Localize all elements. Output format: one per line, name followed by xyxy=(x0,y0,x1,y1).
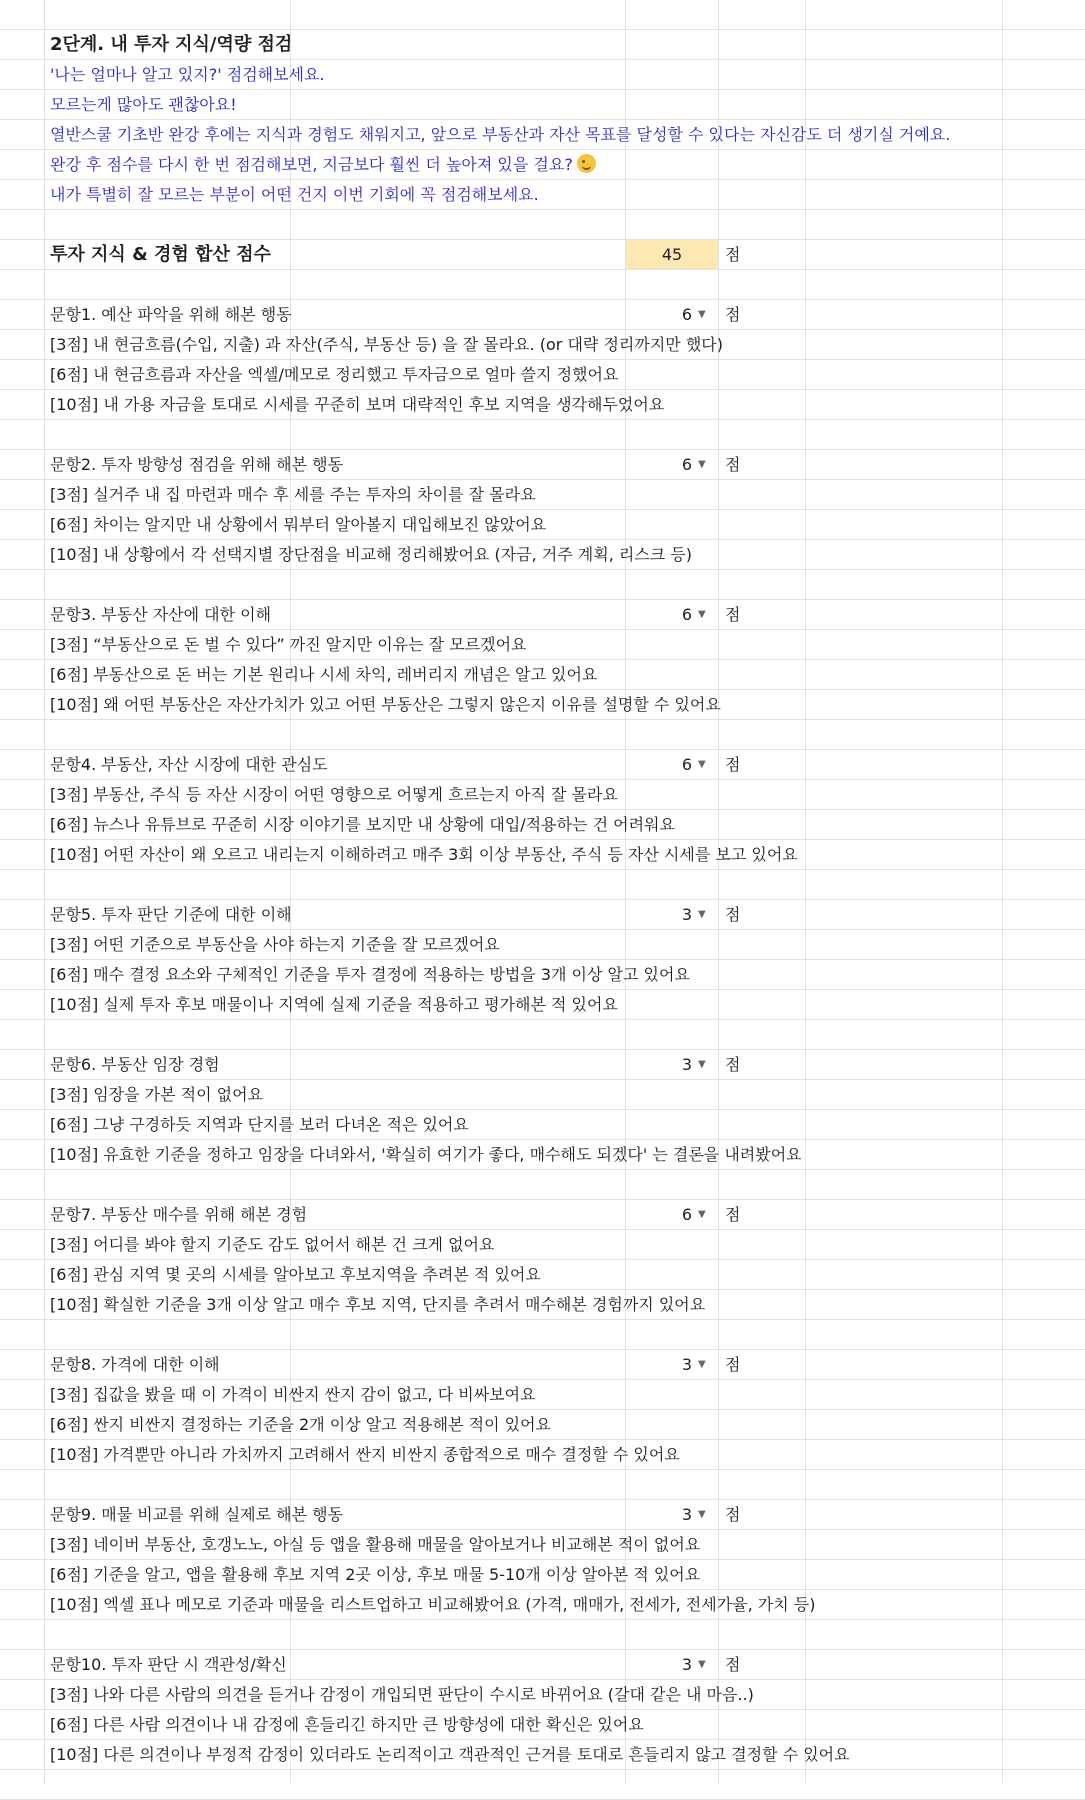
answer-option: [6점] 차이는 알지만 내 상황에서 뭐부터 알아볼지 대입해보진 않았어요 xyxy=(50,515,547,534)
answer-option: [3점] 어떤 기준으로 부동산을 사야 하는지 기준을 잘 모르겠어요 xyxy=(50,935,500,954)
sheet-row[interactable] xyxy=(0,1650,1085,1680)
sheet-row[interactable] xyxy=(0,1680,1085,1710)
answer-option: [6점] 뉴스나 유튜브로 꾸준히 시장 이야기를 보지만 내 상황에 대입/적용하는 건 어려워요 xyxy=(50,815,675,834)
question-title: 문항4. 부동산, 자산 시장에 대한 관심도 xyxy=(50,755,328,774)
sheet-row[interactable] xyxy=(0,30,1085,60)
score-unit: 점 xyxy=(725,305,741,324)
answer-option: [6점] 내 현금흐름과 자산을 엑셀/메모로 정리했고 투자금으로 얼마 쓸지 정했어요 xyxy=(50,365,619,384)
dropdown-arrow-icon[interactable]: ▼ xyxy=(698,1059,706,1070)
sheet-row[interactable] xyxy=(0,1710,1085,1740)
dropdown-arrow-icon[interactable]: ▼ xyxy=(698,1509,706,1520)
sheet-row[interactable] xyxy=(0,180,1085,210)
sheet-row[interactable] xyxy=(0,690,1085,720)
question-title: 문항6. 부동산 임장 경험 xyxy=(50,1055,220,1074)
sheet-row[interactable] xyxy=(0,1740,1085,1770)
answer-option: [10점] 내 가용 자금을 토대로 시세를 꾸준히 보며 대략적인 후보 지역을 생각해두었어요 xyxy=(50,395,665,414)
sheet-row[interactable] xyxy=(0,570,1085,600)
score-dropdown-value[interactable]: 3 xyxy=(681,1655,692,1674)
answer-option: [6점] 기준을 알고, 앱을 활용해 후보 지역 2곳 이상, 후보 매물 5-10개 이상 알아본 적 있어요 xyxy=(50,1565,701,1584)
score-unit: 점 xyxy=(725,605,741,624)
question-title: 문항9. 매물 비교를 위해 실제로 해본 행동 xyxy=(50,1505,344,1524)
intro-line: 완강 후 점수를 다시 한 번 점검해보면, 지금보다 훨씬 더 높아져 있을 걸요? xyxy=(50,150,596,179)
answer-option: [10점] 확실한 기준을 3개 이상 알고 매수 후보 지역, 단지를 추려서 매수해본 경험까지 있어요 xyxy=(50,1295,706,1314)
sheet-row[interactable] xyxy=(0,810,1085,840)
answer-option: [6점] 매수 결정 요소와 구체적인 기준을 투자 결정에 적용하는 방법을 3개 이상 알고 있어요 xyxy=(50,965,690,984)
score-unit: 점 xyxy=(725,455,741,474)
section-title: 2단계. 내 투자 지식/역량 점검 xyxy=(50,34,293,55)
sheet-row[interactable] xyxy=(0,1380,1085,1410)
question-title: 문항10. 투자 판단 시 객관성/확신 xyxy=(50,1655,287,1674)
sheet-row[interactable] xyxy=(0,60,1085,90)
sheet-row[interactable] xyxy=(0,420,1085,450)
answer-option: [6점] 관심 지역 몇 곳의 시세를 알아보고 후보지역을 추려본 적 있어요 xyxy=(50,1265,541,1284)
sheet-row[interactable] xyxy=(0,1050,1085,1080)
sheet-row[interactable] xyxy=(0,300,1085,330)
sheet-row[interactable] xyxy=(0,1200,1085,1230)
sheet-row[interactable] xyxy=(0,210,1085,240)
sheet-row[interactable] xyxy=(0,1470,1085,1500)
answer-option: [3점] 부동산, 주식 등 자산 시장이 어떤 영향으로 어떻게 흐르는지 아직 잘 몰라요 xyxy=(50,785,618,804)
score-dropdown-value[interactable]: 3 xyxy=(681,1055,692,1074)
answer-option: [10점] 다른 의견이나 부정적 감정이 있더라도 논리적이고 객관적인 근거를 토대로 흔들리지 않고 결정할 수 있어요 xyxy=(50,1745,850,1764)
sheet-row[interactable] xyxy=(0,1110,1085,1140)
sheet-row[interactable] xyxy=(0,1020,1085,1050)
answer-option: [3점] 임장을 가본 적이 없어요 xyxy=(50,1085,264,1104)
score-dropdown-value[interactable]: 3 xyxy=(681,1355,692,1374)
sheet-row[interactable] xyxy=(0,150,1085,180)
dropdown-arrow-icon[interactable]: ▼ xyxy=(698,609,706,620)
dropdown-arrow-icon[interactable]: ▼ xyxy=(698,909,706,920)
question-title: 문항8. 가격에 대한 이해 xyxy=(50,1355,220,1374)
sheet-row[interactable] xyxy=(0,750,1085,780)
sheet-row[interactable] xyxy=(0,1620,1085,1650)
sheet-row[interactable] xyxy=(0,600,1085,630)
dropdown-arrow-icon[interactable]: ▼ xyxy=(698,309,706,320)
answer-option: [3점] 집값을 봤을 때 이 가격이 비싼지 싼지 감이 없고, 다 비싸보여요 xyxy=(50,1385,536,1404)
score-unit: 점 xyxy=(725,1655,741,1674)
question-title: 문항5. 투자 판단 기준에 대한 이해 xyxy=(50,905,292,924)
sheet-row[interactable] xyxy=(0,240,1085,270)
answer-option: [10점] 실제 투자 후보 매물이나 지역에 실제 기준을 적용하고 평가해본 적 있어요 xyxy=(50,995,618,1014)
answer-option: [10점] 왜 어떤 부동산은 자산가치가 있고 어떤 부동산은 그렇지 않은지 이유를 설명할 수 있어요 xyxy=(50,695,721,714)
score-unit: 점 xyxy=(725,1205,741,1224)
dropdown-arrow-icon[interactable]: ▼ xyxy=(698,1209,706,1220)
score-dropdown-value[interactable]: 3 xyxy=(681,905,692,924)
sheet-row[interactable] xyxy=(0,540,1085,570)
question-title: 문항7. 부동산 매수를 위해 해본 경험 xyxy=(50,1205,308,1224)
sheet-row[interactable] xyxy=(0,90,1085,120)
sheet-row[interactable] xyxy=(0,1350,1085,1380)
score-unit: 점 xyxy=(725,1055,741,1074)
question-title: 문항3. 부동산 자산에 대한 이해 xyxy=(50,605,272,624)
answer-option: [10점] 가격뿐만 아니라 가치까지 고려해서 싼지 비싼지 종합적으로 매수 결정할 수 있어요 xyxy=(50,1445,680,1464)
sheet-row[interactable] xyxy=(0,960,1085,990)
answer-option: [6점] 싼지 비싼지 결정하는 기준을 2개 이상 알고 적용해본 적이 있어요 xyxy=(50,1415,552,1434)
sheet-row[interactable] xyxy=(0,1080,1085,1110)
sheet-row[interactable] xyxy=(0,1410,1085,1440)
answer-option: [3점] 실거주 내 집 마련과 매수 후 세를 주는 투자의 차이를 잘 몰라요 xyxy=(50,485,536,504)
sheet-row[interactable] xyxy=(0,630,1085,660)
sheet-row[interactable] xyxy=(0,480,1085,510)
score-unit: 점 xyxy=(725,905,741,924)
sheet-row[interactable] xyxy=(0,720,1085,750)
sheet-row[interactable] xyxy=(0,270,1085,300)
sheet-row[interactable] xyxy=(0,1230,1085,1260)
answer-option: [3점] 내 현금흐름(수입, 지출) 과 자산(주식, 부동산 등) 을 잘 몰라요. (or 대략 정리까지만 했다) xyxy=(50,335,723,354)
sheet-row[interactable] xyxy=(0,330,1085,360)
intro-line: '나는 얼마나 알고 있지?' 점검해보세요. xyxy=(50,65,325,84)
sheet-row[interactable] xyxy=(0,1440,1085,1470)
score-dropdown-value[interactable]: 6 xyxy=(681,1205,692,1224)
sheet-row[interactable] xyxy=(0,390,1085,420)
sheet-row[interactable] xyxy=(0,780,1085,810)
score-dropdown-value[interactable]: 3 xyxy=(681,1505,692,1524)
sheet-row[interactable] xyxy=(0,1290,1085,1320)
sheet-row[interactable] xyxy=(0,450,1085,480)
sheet-row[interactable] xyxy=(0,1560,1085,1590)
answer-option: [3점] 어디를 봐야 할지 기준도 감도 없어서 해본 건 크게 없어요 xyxy=(50,1235,495,1254)
score-dropdown-value[interactable]: 6 xyxy=(681,305,692,324)
sheet-row[interactable] xyxy=(0,1770,1085,1800)
total-score-value: 45 xyxy=(626,240,718,269)
sheet-row[interactable] xyxy=(0,870,1085,900)
intro-line: 내가 특별히 잘 모르는 부분이 어떤 건지 이번 기회에 꼭 점검해보세요. xyxy=(50,185,539,204)
dropdown-arrow-icon[interactable]: ▼ xyxy=(698,1659,706,1670)
sheet-row[interactable] xyxy=(0,990,1085,1020)
sheet-row[interactable] xyxy=(0,510,1085,540)
answer-option: [6점] 다른 사람 의견이나 내 감정에 흔들리긴 하지만 큰 방향성에 대한 확신은 있어요 xyxy=(50,1715,644,1734)
dropdown-arrow-icon[interactable]: ▼ xyxy=(698,459,706,470)
answer-option: [3점] 네이버 부동산, 호갱노노, 아실 등 앱을 활용해 매물을 알아보거나 비교해본 적이 없어요 xyxy=(50,1535,701,1554)
score-dropdown-value[interactable]: 6 xyxy=(681,455,692,474)
answer-option: [6점] 부동산으로 돈 버는 기본 원리나 시세 차익, 레버리지 개념은 알고 있어요 xyxy=(50,665,598,684)
sheet-row[interactable] xyxy=(0,1530,1085,1560)
score-dropdown-value[interactable]: 6 xyxy=(681,605,692,624)
sheet-row[interactable] xyxy=(0,840,1085,870)
sheet-row[interactable] xyxy=(0,1260,1085,1290)
score-unit: 점 xyxy=(725,1355,741,1374)
answer-option: [3점] “부동산으로 돈 벌 수 있다” 까진 알지만 이유는 잘 모르겠어요 xyxy=(50,635,527,654)
sheet-row[interactable] xyxy=(0,1590,1085,1620)
score-dropdown-value[interactable]: 6 xyxy=(681,755,692,774)
sheet-row[interactable] xyxy=(0,660,1085,690)
sheet-row[interactable] xyxy=(0,930,1085,960)
score-unit: 점 xyxy=(725,1505,741,1524)
answer-option: [6점] 그냥 구경하듯 지역과 단지를 보러 다녀온 적은 있어요 xyxy=(50,1115,469,1134)
sheet-row[interactable] xyxy=(0,1170,1085,1200)
dropdown-arrow-icon[interactable]: ▼ xyxy=(698,759,706,770)
score-unit: 점 xyxy=(725,755,741,774)
dropdown-arrow-icon[interactable]: ▼ xyxy=(698,1359,706,1370)
sheet-row[interactable] xyxy=(0,1140,1085,1170)
intro-line: 모르는게 많아도 괜찮아요! xyxy=(50,95,237,114)
answer-option: [10점] 유효한 기준을 정하고 임장을 다녀와서, '확실히 여기가 좋다, 매수해도 되겠다' 는 결론을 내려봤어요 xyxy=(50,1145,802,1164)
sheet-row[interactable] xyxy=(0,0,1085,30)
score-unit: 점 xyxy=(725,245,741,264)
answer-option: [10점] 어떤 자산이 왜 오르고 내리는지 이해하려고 매주 3회 이상 부동산, 주식 등 자산 시세를 보고 있어요 xyxy=(50,845,798,864)
answer-option: [10점] 엑셀 표나 메모로 기준과 매물을 리스트업하고 비교해봤어요 (가격, 매매가, 전세가, 전세가율, 가치 등) xyxy=(50,1595,816,1614)
sheet-row[interactable] xyxy=(0,1500,1085,1530)
question-title: 문항2. 투자 방향성 점검을 위해 해본 행동 xyxy=(50,455,344,474)
total-score-label: 투자 지식 & 경험 합산 점수 xyxy=(50,244,271,265)
question-title: 문항1. 예산 파악을 위해 해본 행동 xyxy=(50,305,292,324)
sheet-row[interactable] xyxy=(0,900,1085,930)
answer-option: [3점] 나와 다른 사람의 의견을 듣거나 감정이 개입되면 판단이 수시로 바뀌어요 (갈대 같은 내 마음..) xyxy=(50,1685,754,1704)
intro-line: 열반스쿨 기초반 완강 후에는 지식과 경험도 채워지고, 앞으로 부동산과 자산 목표를 달성할 수 있다는 자신감도 더 생기실 거예요. xyxy=(50,125,951,144)
answer-option: [10점] 내 상황에서 각 선택지별 장단점을 비교해 정리해봤어요 (자금, 거주 계획, 리스크 등) xyxy=(50,545,693,564)
wink-emoji-icon xyxy=(577,154,596,173)
sheet-row[interactable] xyxy=(0,360,1085,390)
sheet-row[interactable] xyxy=(0,1320,1085,1350)
sheet-row[interactable] xyxy=(0,120,1085,150)
